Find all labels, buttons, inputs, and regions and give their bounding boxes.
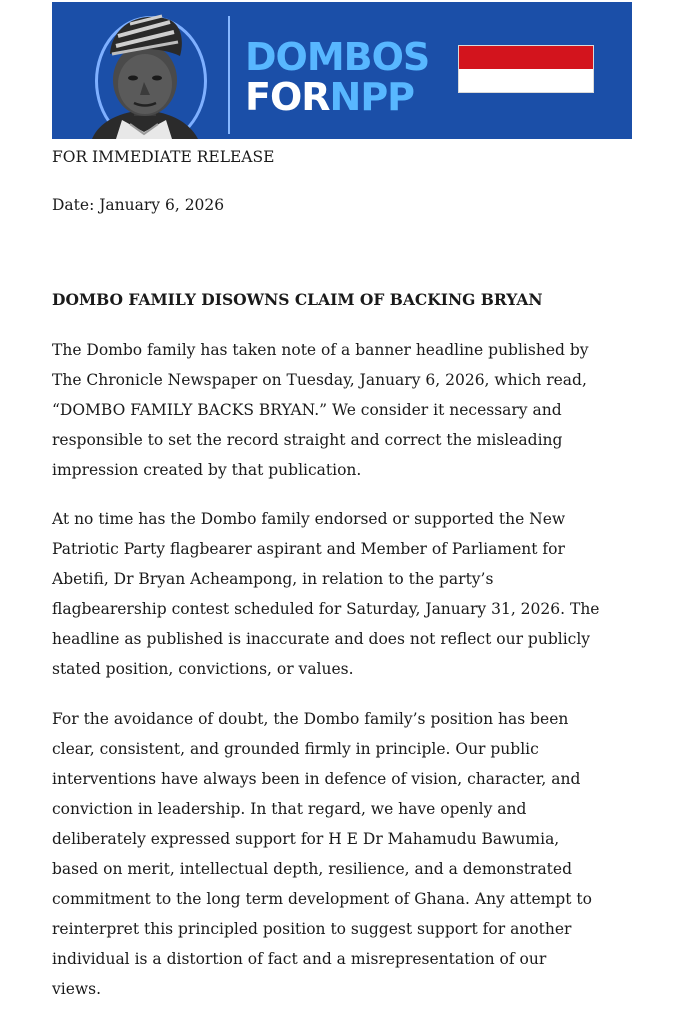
paragraph-line: impression created by that publication. bbox=[52, 461, 362, 479]
release-date: Date: January 6, 2026 bbox=[52, 196, 225, 214]
portrait-image bbox=[52, 2, 242, 139]
headline: DOMBO FAMILY DISOWNS CLAIM OF BACKING BRYAN bbox=[52, 290, 543, 309]
paragraph-3 bbox=[52, 704, 652, 1004]
banner-divider bbox=[228, 16, 230, 134]
paragraph-line: The Chronicle Newspaper on Tuesday, January 6, 2026, which read, bbox=[52, 371, 587, 389]
brand-line-dombos: DOMBOS bbox=[245, 35, 430, 79]
paragraph-line: interventions have always been in defence of vision, character, and bbox=[52, 770, 581, 788]
release-label: FOR IMMEDIATE RELEASE bbox=[52, 148, 275, 166]
paragraph-line: stated position, convictions, or values. bbox=[52, 660, 354, 678]
paragraph-1 bbox=[52, 335, 652, 485]
paragraph-line: based on merit, intellectual depth, resilience, and a demonstrated bbox=[52, 860, 573, 878]
paragraph-line: reinterpret this principled position to suggest support for another bbox=[52, 920, 572, 938]
header-banner bbox=[52, 2, 632, 139]
paragraph-line: commitment to the long term development of Ghana. Any attempt to bbox=[52, 890, 592, 908]
paragraph-line: headline as published is inaccurate and does not reflect our publicly bbox=[52, 630, 591, 648]
brand-line-fornpp bbox=[245, 77, 414, 117]
paragraph-line: views. bbox=[52, 980, 102, 998]
flag-white-stripe bbox=[459, 69, 593, 92]
paragraph-line: Patriotic Party flagbearer aspirant and Member of Parliament for bbox=[52, 540, 565, 558]
paragraph-line: individual is a distortion of fact and a misrepresentation of our bbox=[52, 950, 547, 968]
paragraph-line: For the avoidance of doubt, the Dombo family’s position has been bbox=[52, 710, 569, 728]
flag-red-stripe bbox=[459, 46, 593, 69]
brand-npp: NPP bbox=[329, 75, 415, 119]
paragraph-2 bbox=[52, 504, 652, 684]
paragraph-line: deliberately expressed support for H E Dr Mahamudu Bawumia, bbox=[52, 830, 560, 848]
paragraph-line: Abetifi, Dr Bryan Acheampong, in relation to the party’s bbox=[52, 570, 494, 588]
brand-for: FOR bbox=[245, 75, 330, 119]
paragraph-line: responsible to set the record straight and correct the misleading bbox=[52, 431, 563, 449]
paragraph-line: clear, consistent, and grounded firmly in principle. Our public bbox=[52, 740, 539, 758]
paragraph-line: “DOMBO FAMILY BACKS BRYAN.” We consider it necessary and bbox=[52, 401, 562, 419]
paragraph-line: conviction in leadership. In that regard, we have openly and bbox=[52, 800, 527, 818]
red-white-flag bbox=[458, 45, 594, 93]
paragraph-line: The Dombo family has taken note of a banner headline published by bbox=[52, 341, 589, 359]
paragraph-line: At no time has the Dombo family endorsed or supported the New bbox=[52, 510, 566, 528]
paragraph-line: flagbearership contest scheduled for Saturday, January 31, 2026. The bbox=[52, 600, 600, 618]
